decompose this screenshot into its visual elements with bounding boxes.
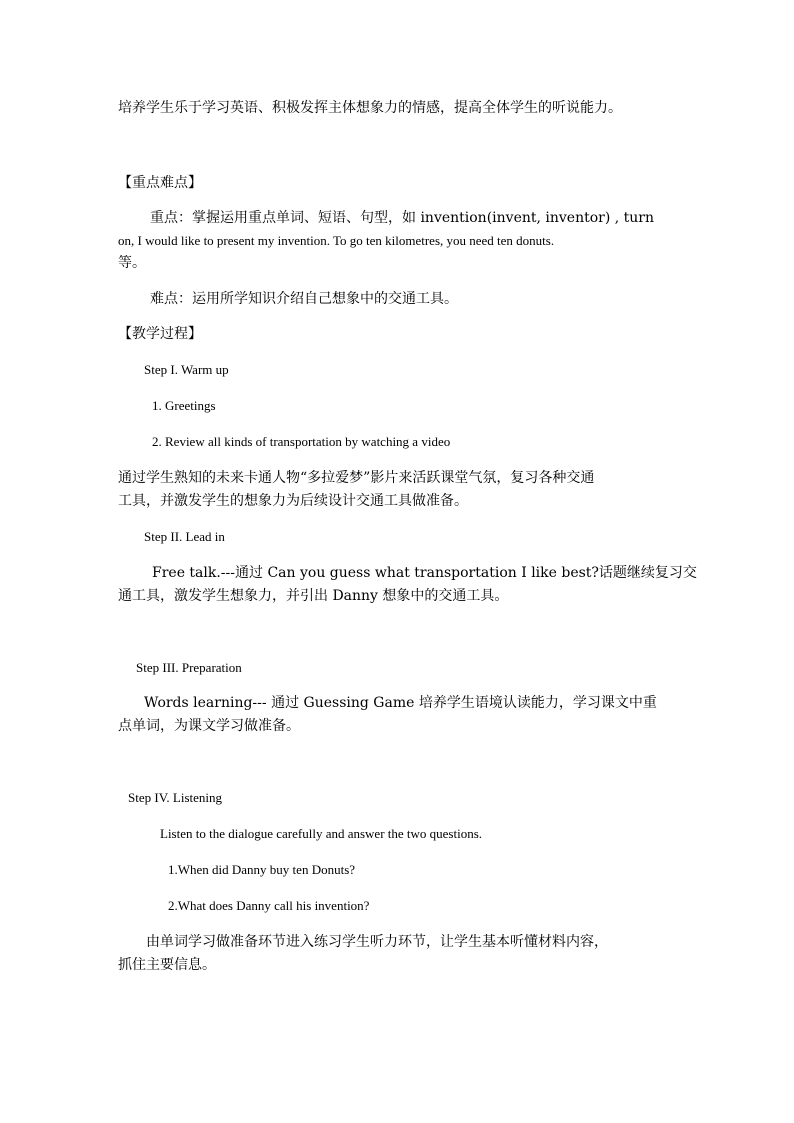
- key-point-line-3: 等。: [118, 255, 146, 271]
- intro-goal-text: 培养学生乐于学习英语、积极发挥主体想象力的情感，提高全体学生的听说能力。: [118, 100, 622, 116]
- step4-title: Step IV. Listening: [128, 790, 223, 805]
- step2-line-2: 通工具，激发学生想象力，并引出 Danny 想象中的交通工具。: [118, 588, 509, 604]
- step3-line-1: Words learning--- 通过 Guessing Game 培养学生语境认读能力，学习课文中重: [144, 695, 657, 711]
- key-point-line-1: 重点：掌握运用重点单词、短语、句型，如 invention(invent, inventor) , turn: [150, 210, 655, 226]
- step3-title: Step III. Preparation: [136, 660, 242, 675]
- step1-item-2: 2. Review all kinds of transportation by watching a video: [152, 434, 451, 449]
- step1-note-line-1: 通过学生熟知的未来卡通人物“多拉爱梦”影片来活跃课堂气氛，复习各种交通: [118, 470, 595, 486]
- step4-note-line-2: 抓住主要信息。: [118, 957, 216, 973]
- key-points-heading: 【重点难点】: [118, 175, 202, 191]
- step1-item-1: 1. Greetings: [152, 398, 216, 413]
- step4-question-1: 1.When did Danny buy ten Donuts?: [168, 862, 356, 877]
- step4-note-line-1: 由单词学习做准备环节进入练习学生听力环节，让学生基本听懂材料内容，: [146, 934, 608, 950]
- step4-instruction: Listen to the dialogue carefully and answer the two questions.: [160, 826, 483, 841]
- step2-line-1: Free talk.---通过 Can you guess what transportation I like best?话题继续复习交: [152, 565, 697, 581]
- step4-question-2: 2.What does Danny call his invention?: [168, 898, 370, 913]
- key-point-line-2: on, I would like to present my invention. To go ten kilometres, you need ten donuts.: [118, 233, 555, 248]
- step3-line-2: 点单词，为课文学习做准备。: [118, 718, 300, 734]
- step1-title: Step I. Warm up: [144, 362, 229, 377]
- difficult-point-text: 难点：运用所学知识介绍自己想象中的交通工具。: [150, 291, 458, 307]
- step2-title: Step II. Lead in: [144, 529, 225, 544]
- step1-note-line-2: 工具，并激发学生的想象力为后续设计交通工具做准备。: [118, 493, 468, 509]
- process-heading: 【教学过程】: [118, 326, 202, 342]
